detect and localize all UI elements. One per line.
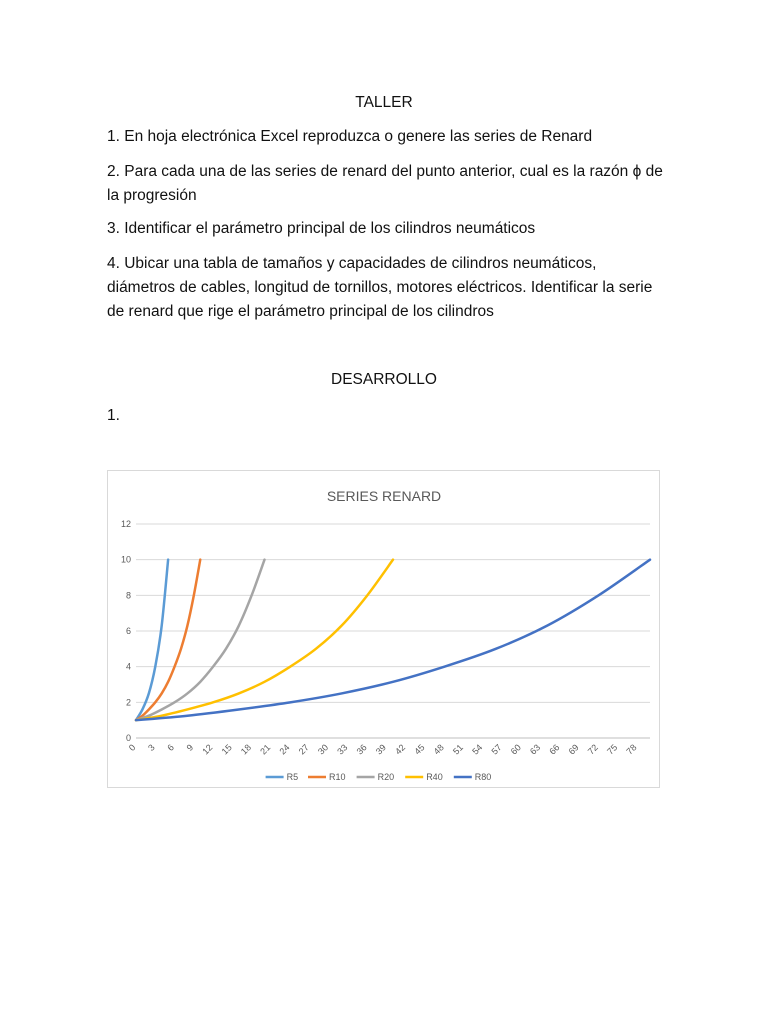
y-tick-label: 10 (120, 554, 131, 565)
x-tick-label: 63 (528, 742, 543, 757)
y-tick-label: 6 (125, 626, 131, 636)
x-tick-label: 6 (165, 742, 176, 753)
x-tick-label: 36 (354, 742, 369, 757)
x-tick-label: 72 (585, 742, 601, 757)
legend-label-r10: R10 (329, 772, 346, 782)
task-item-4: 4. Ubicar una tabla de tamaños y capacidades de cilindros neumáticos, diámetros de cables, longitud de tornillos, motores eléctricos. Identificar la serie de renard que rige el parámetro principal de los cilindros (107, 255, 653, 320)
x-tick-label: 12 (200, 742, 215, 757)
x-tick-label: 75 (605, 742, 620, 757)
x-tick-label: 54 (470, 742, 485, 757)
x-tick-label: 3 (146, 742, 157, 753)
x-tick-label: 42 (393, 742, 408, 757)
y-tick-label: 12 (120, 519, 131, 529)
chart-title: SERIES RENARD (326, 488, 442, 504)
legend-label-r5: R5 (286, 772, 299, 782)
y-tick-label: 0 (125, 733, 131, 743)
section-heading: DESARROLLO (331, 371, 437, 388)
chart-legend (266, 772, 492, 782)
legend-label-r40: R40 (426, 772, 443, 782)
x-tick-label: 30 (316, 742, 331, 757)
x-tick-label: 60 (508, 742, 523, 757)
series-line-r40 (136, 560, 393, 721)
x-tick-label: 21 (258, 742, 273, 757)
x-tick-label: 45 (412, 742, 427, 757)
task-item-2: 2. Para cada una de las series de renard del punto anterior, cual es la razón ϕ de la progresión (107, 163, 663, 204)
series-line-r10 (136, 560, 200, 721)
y-tick-label: 2 (125, 697, 131, 708)
x-tick-label: 57 (489, 742, 504, 757)
task-item-1: 1. En hoja electrónica Excel reproduzca o genere las series de Renard (107, 128, 593, 145)
x-tick-label: 48 (431, 742, 446, 757)
series-line-r5 (136, 560, 168, 721)
series-line-r20 (136, 560, 265, 721)
legend-label-r80: R80 (474, 772, 492, 782)
y-tick-label: 8 (125, 590, 131, 601)
x-tick-label: 39 (373, 742, 388, 757)
legend-label-r20: R20 (377, 772, 395, 782)
x-tick-label: 18 (238, 742, 254, 757)
x-tick-label: 51 (450, 742, 466, 757)
x-tick-label: 0 (126, 742, 138, 753)
x-tick-label: 78 (624, 742, 639, 757)
chart-svg (108, 471, 661, 789)
x-axis-ticks (127, 742, 639, 756)
x-tick-label: 66 (547, 742, 562, 757)
task-item-3: 3. Identificar el parámetro principal de los cilindros neumáticos (107, 220, 536, 237)
x-tick-label: 9 (184, 742, 196, 753)
x-tick-label: 27 (296, 742, 311, 757)
x-tick-label: 24 (277, 742, 292, 757)
series-renard-chart (107, 470, 660, 788)
x-tick-label: 33 (335, 742, 350, 757)
x-tick-label: 69 (566, 742, 581, 757)
chart-gridlines (136, 524, 650, 738)
y-tick-label: 4 (125, 661, 131, 672)
y-axis-ticks (121, 519, 131, 743)
series-line-r80 (136, 560, 650, 721)
document-title: TALLER (355, 94, 413, 111)
chart-series (136, 560, 650, 721)
section-item: 1. (107, 407, 120, 424)
x-tick-label: 15 (219, 742, 234, 757)
